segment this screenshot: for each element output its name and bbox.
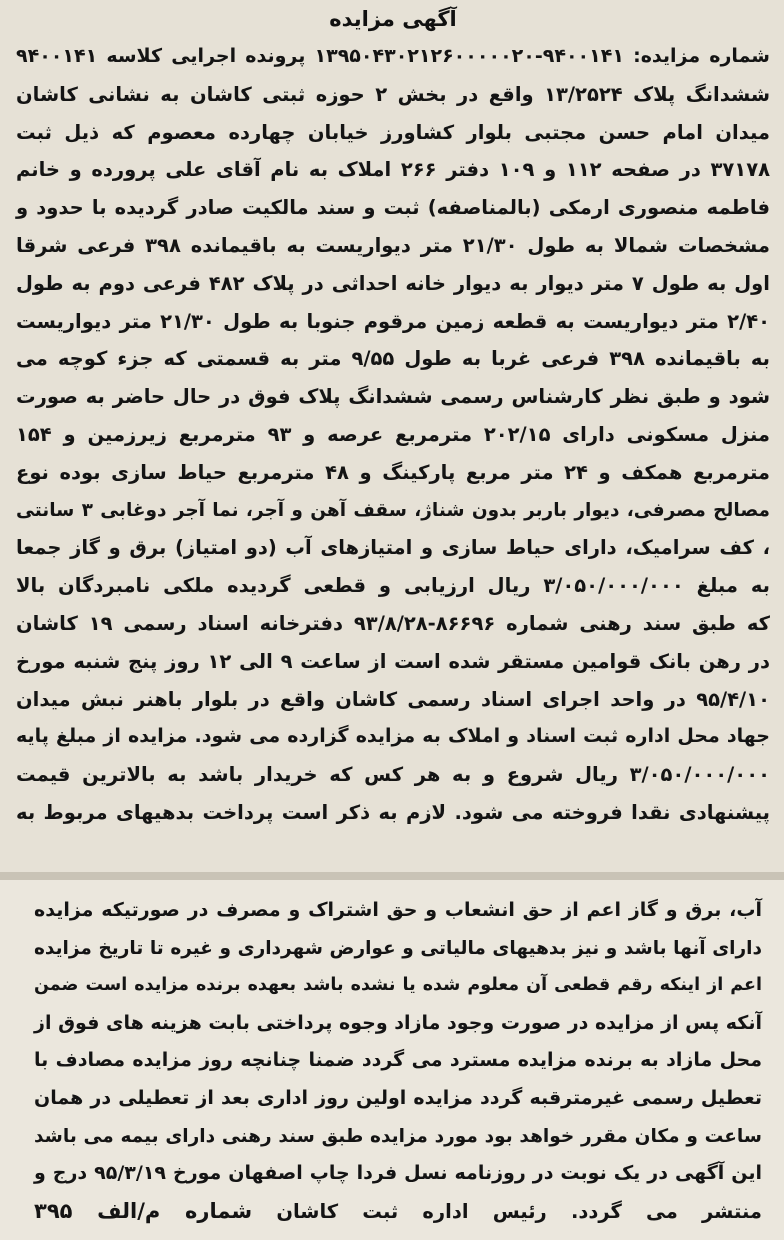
- text-line: ۳۷۱۷۸ در صفحه ۱۱۲ و ۱۰۹ دفتر ۲۶۶ املاک به نام آقای علی پرورده و خانم: [16, 158, 770, 182]
- text-line: ساعت و مکان مقرر خواهد بود مورد مزایده طبق سند رهنی دارای بیمه می باشد: [34, 1125, 762, 1147]
- text-line: دارای آنها باشد و نیز بدهیهای مالیاتی و عوارض شهرداری و غیره تا تاریخ مزایده: [34, 937, 762, 959]
- text-line: پیشنهادی نقدا فروخته می شود. لازم به ذکر است پرداخت بدهیهای مربوط به: [16, 800, 770, 824]
- text-line: محل مازاد به برنده مزایده مسترد می گردد ضمنا چنانچه روز مزایده مصادف با: [34, 1049, 762, 1072]
- closing-text: منتشر می گردد. رئیس اداره ثبت کاشان: [276, 1199, 762, 1223]
- notice-body-bottom: [34, 880, 762, 1230]
- text-line: ۳/۰۵۰/۰۰۰/۰۰۰ ریال شروع و به هر کس که خریدار باشد به بالاترین قیمت: [16, 763, 770, 787]
- text-line: آب، برق و گاز اعم از حق انشعاب و حق اشتراک و مصرف در صورتیکه مزایده: [34, 899, 762, 921]
- text-line: مصالح مصرفی، دیوار باربر بدون شناژ، سقف آهن و آجر، نما آجر دوغابی ۳ سانتی: [16, 499, 771, 521]
- text-line: که طبق سند رهنی شماره ۸۶۶۹۶-۹۳/۸/۲۸ دفترخانه اسناد رسمی ۱۹ کاشان: [16, 611, 770, 635]
- text-line: آنکه پس از مزایده در صورت وجود مازاد وجوه پرداختی بابت هزینه های فوق از: [34, 1011, 762, 1034]
- text-line: این آگهی در یک نوبت در روزنامه نسل فردا چاپ اصفهان مورخ ۹۵/۳/۱۹ درج و: [34, 1162, 762, 1185]
- text-line: شود و طبق نظر کارشناس رسمی ششدانگ پلاک فوق در حال حاضر به صورت: [16, 385, 770, 409]
- text-line: ، کف سرامیک، دارای حیاط سازی و امتیازهای آب (دو امتیاز) برق و گاز جمعا: [16, 536, 770, 560]
- text-line: به باقیمانده ۳۹۸ فرعی غربا به طول ۹/۵۵ متر به قسمتی که جزء کوچه می: [16, 347, 770, 371]
- text-line: فاطمه منصوری ارمکی (بالمناصفه) ثبت و سند مالکیت صادر گردیده با حدود و: [16, 196, 770, 220]
- reference-number: شماره م/الف ۳۹۵: [34, 1198, 253, 1223]
- closing-line: [34, 1193, 762, 1231]
- text-line: تعطیل رسمی غیرمترقبه گردد مزایده اولین روز اداری بعد از تعطیلی در همان: [34, 1086, 762, 1109]
- text-line: شماره مزایده: ۹۴۰۰۱۴۱-۱۳۹۵۰۴۳۰۲۱۲۶۰۰۰۰۰۲۰ پرونده اجرایی کلاسه ۹۴۰۰۱۴۱: [16, 45, 770, 67]
- text-line: اعم از اینکه رقم قطعی آن معلوم شده یا نشده باشد بعهده برنده مزایده است ضمن: [34, 975, 762, 996]
- text-line: میدان امام حسن مجتبی بلوار کشاورز خیابان چهارده معصوم که ذیل ثبت: [16, 120, 770, 144]
- text-line: ۹۵/۴/۱۰ در واحد اجرای اسناد رسمی کاشان واقع در بلوار باهنر نبش میدان: [16, 687, 770, 711]
- text-line: مترمربع همکف و ۲۴ متر مربع پارکینگ و ۴۸ مترمربع حیاط سازی بوده نوع: [16, 460, 771, 484]
- text-line: در رهن بانک قوامین مستقر شده است از ساعت ۹ الی ۱۲ روز پنج شنبه مورخ: [16, 649, 771, 673]
- text-line: مشخصات شمالا به طول ۲۱/۳۰ متر دیواریست به باقیمانده ۳۹۸ فرعی شرقا: [16, 233, 770, 257]
- text-line: اول به طول ۷ متر دیوار به دیوار خانه احداثی در پلاک ۴۸۲ فرعی دوم به طول: [16, 271, 770, 295]
- text-line: به مبلغ ۳/۰۵۰/۰۰۰/۰۰۰ ریال ارزیابی و قطعی گردیده ملکی نامبردگان بالا: [16, 574, 770, 598]
- text-line: منزل مسکونی دارای ۲۰۲/۱۵ مترمربع عرصه و ۹۳ مترمربع زیرزمین و ۱۵۴: [16, 422, 770, 446]
- text-line: ۲/۴۰ متر دیواریست به قطعه زمین مرقوم جنوبا به طول ۲۱/۳۰ متر دیواریست: [16, 309, 770, 333]
- text-line: ششدانگ پلاک ۱۳/۲۵۲۴ واقع در بخش ۲ حوزه ثبتی کاشان به نشانی کاشان: [16, 82, 770, 106]
- notice-body-top: [16, 38, 770, 832]
- notice-title: آگهی مزایده: [329, 7, 457, 31]
- clipping-divider: [0, 872, 784, 880]
- text-line: جهاد محل اداره ثبت اسناد و املاک به مزایده گزارده می شود. مزایده از مبلغ پایه: [16, 725, 770, 748]
- notice-clipping-bottom: [0, 880, 784, 1240]
